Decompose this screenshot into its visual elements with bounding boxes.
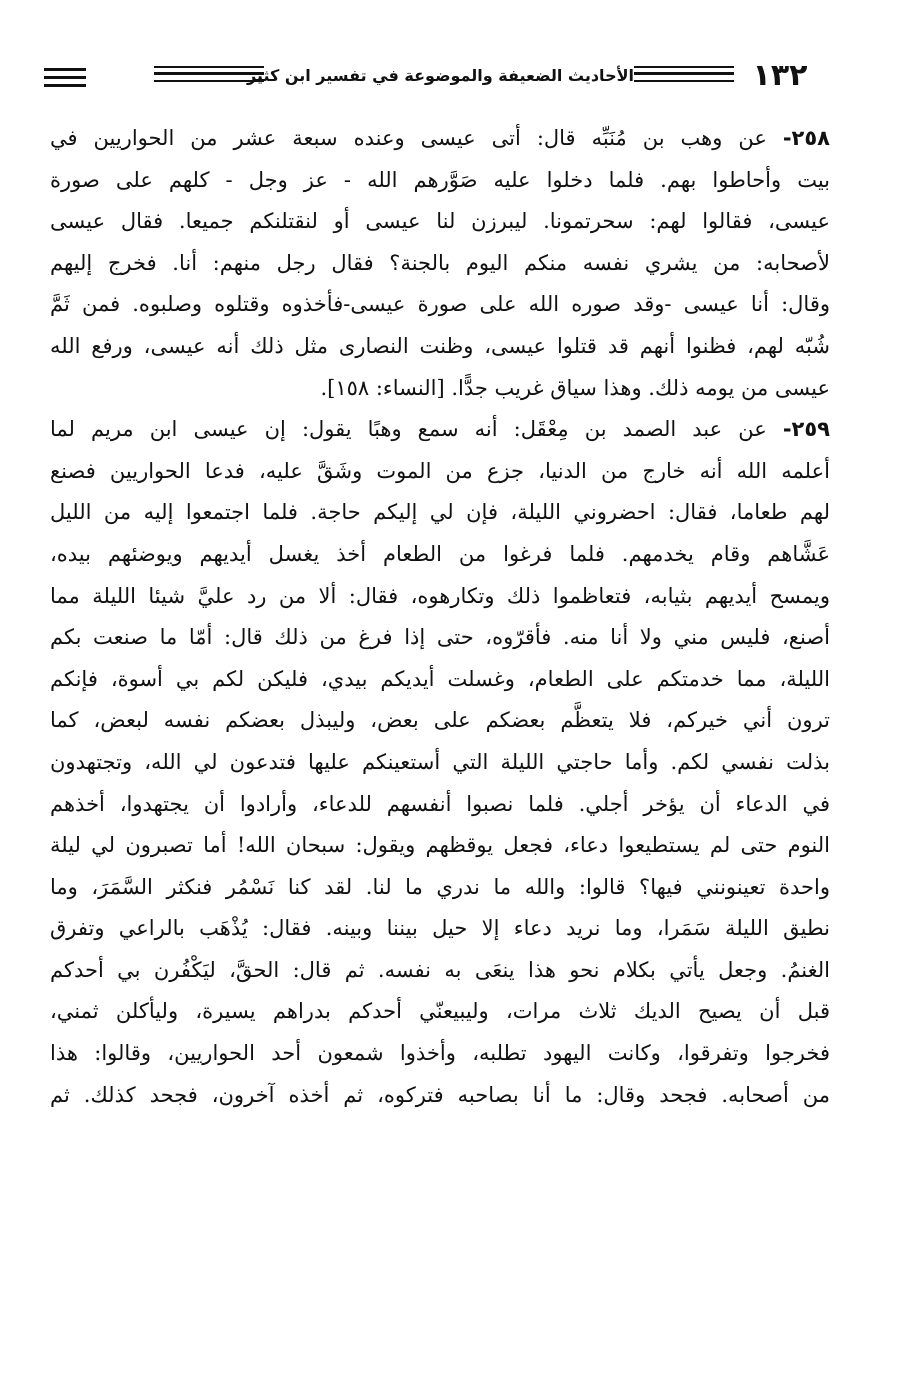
header-ornament bbox=[44, 76, 86, 79]
hadith-number: ٢٥٩- bbox=[782, 417, 830, 442]
text-line: لهم طعاما، فقال: احضروني الليلة، فإن لي إليكم حاجة. فلما اجتمعوا إليه من الليل bbox=[50, 500, 830, 525]
text-line: بذلت نفسي لكم. وأما حاجتي الليلة التي أستعينكم عليها فتدعون لي الله، وتجتهدون bbox=[50, 749, 830, 774]
text-line-content: عن عبد الصمد بن مِعْقَل: أنه سمع وهبًا يقول: إن عيسى ابن مريم لما bbox=[50, 417, 783, 442]
text-line: بيت وأحاطوا بهم. فلما دخلوا عليه صَوَّرهم الله - عز وجل - كلهم على صورة bbox=[50, 167, 830, 192]
text-line: شُبّه لهم، فظنوا أنهم قد قتلوا عيسى، وظنت النصارى مثل ذلك أنه عيسى، ورفع الله bbox=[50, 333, 830, 358]
book-title: الأحاديث الضعيفة والموضوعة في تفسير ابن كثير bbox=[246, 66, 634, 85]
running-header bbox=[44, 58, 824, 94]
text-line: فخرجوا وتفرقوا، وكانت اليهود تطلبه، وأخذوا شمعون أحد الحواريين، وقالوا: هذا bbox=[50, 1041, 830, 1066]
header-rule bbox=[154, 72, 264, 75]
text-line: عيسى من يومه ذلك. وهذا سياق غريب جدًّا. [النساء: ١٥٨]. bbox=[320, 375, 830, 400]
text-line: ويمسح أيديهم بثيابه، فتعاظموا ذلك وتكارهوه، فقال: ألا من رد عليَّ شيئا الليلة مما bbox=[50, 583, 830, 608]
text-line: ترون أني خيركم، فلا يتعظَّم بعضكم على بعض، وليبذل بعضكم نفسه لبعض، كما bbox=[50, 708, 830, 733]
text-line-content: عن وهب بن مُنَبِّه قال: أتى عيسى وعنده سبعة عشر من الحواريين في bbox=[50, 126, 783, 150]
text-line: واحدة تعينونني فيها؟ قالوا: والله ما ندري ما لنا. لقد كنا نَسْمُر فنكثر السَّمَرَ، وما bbox=[50, 874, 830, 899]
header-rule bbox=[634, 80, 734, 82]
text-line: أعلمه الله أنه خارج من الدنيا، جزع من الموت وشَقَّ عليه، فدعا الحواريين فصنع bbox=[50, 458, 830, 483]
header-rule bbox=[154, 66, 264, 68]
text-line: من أصحابه. فجحد وقال: ما أنا بصاحبه فتركوه، ثم أخذه آخرون، فجحد كذلك. ثم bbox=[50, 1082, 830, 1107]
text-line: النوم حتى لم يستطيعوا دعاء، فجعل يوقظهم ويقول: سبحان الله! أما تصبرون لي ليلة bbox=[50, 833, 830, 858]
text-line: نطيق الليلة سَمَرا، وما نريد دعاء إلا حيل بيننا وبينه. فقال: يُذْهَب بالراعي وتفرق bbox=[50, 916, 830, 941]
page-number: ١٣٢ bbox=[752, 58, 808, 93]
header-ornament bbox=[44, 68, 86, 71]
text-line: الغنمُ. وجعل يأتي بكلام نحو هذا ينعَى به نفسه. ثم قال: الحقَّ، ليَكْفُرن بي أحدكم bbox=[50, 957, 830, 982]
header-rule bbox=[154, 80, 264, 82]
text-line: أصنع، فليس مني ولا أنا منه. فأقرّوه، حتى إذا فرغ من ذلك قال: أمّا ما صنعت بكم bbox=[50, 625, 830, 650]
text-line: لأصحابه: من يشري نفسه منكم اليوم بالجنة؟ فقال رجل منهم: أنا. فخرج إليهم bbox=[50, 250, 830, 275]
text-line: الليلة، مما خدمتكم على الطعام، وغسلت أيديكم بيدي، فليكن لكم بي أسوة، فإنكم bbox=[50, 666, 830, 691]
hadith-number: ٢٥٨- bbox=[782, 126, 830, 150]
text-line: عَشَّاهم وقام يخدمهم. فلما فرغوا من الطعام أخذ يغسل أيديهم ويوضئهم بيده، bbox=[50, 541, 830, 566]
header-rule bbox=[634, 66, 734, 68]
text-line: قبل أن يصيح الديك ثلاث مرات، وليبيعنّي أحدكم بدراهم يسيرة، وليأكلن ثمني، bbox=[50, 999, 830, 1024]
page-body bbox=[50, 118, 830, 1116]
text-line: وقال: أنا عيسى -وقد صوره الله على صورة عيسى-فأخذوه وقتلوه وصلبوه. فمن ثَمَّ bbox=[50, 292, 830, 317]
header-ornament bbox=[44, 84, 86, 87]
text-line: في الدعاء أن يؤخر أجلي. فلما نصبوا أنفسهم للدعاء، وأرادوا أن يجتهدوا، أخذهم bbox=[50, 791, 830, 816]
text-line: عيسى، فقالوا لهم: سحرتمونا. ليبرزن لنا عيسى أو لنقتلنكم جميعا. فقال عيسى bbox=[50, 209, 830, 234]
text-line bbox=[50, 118, 830, 160]
text-line bbox=[50, 409, 830, 451]
header-rule bbox=[634, 72, 734, 75]
